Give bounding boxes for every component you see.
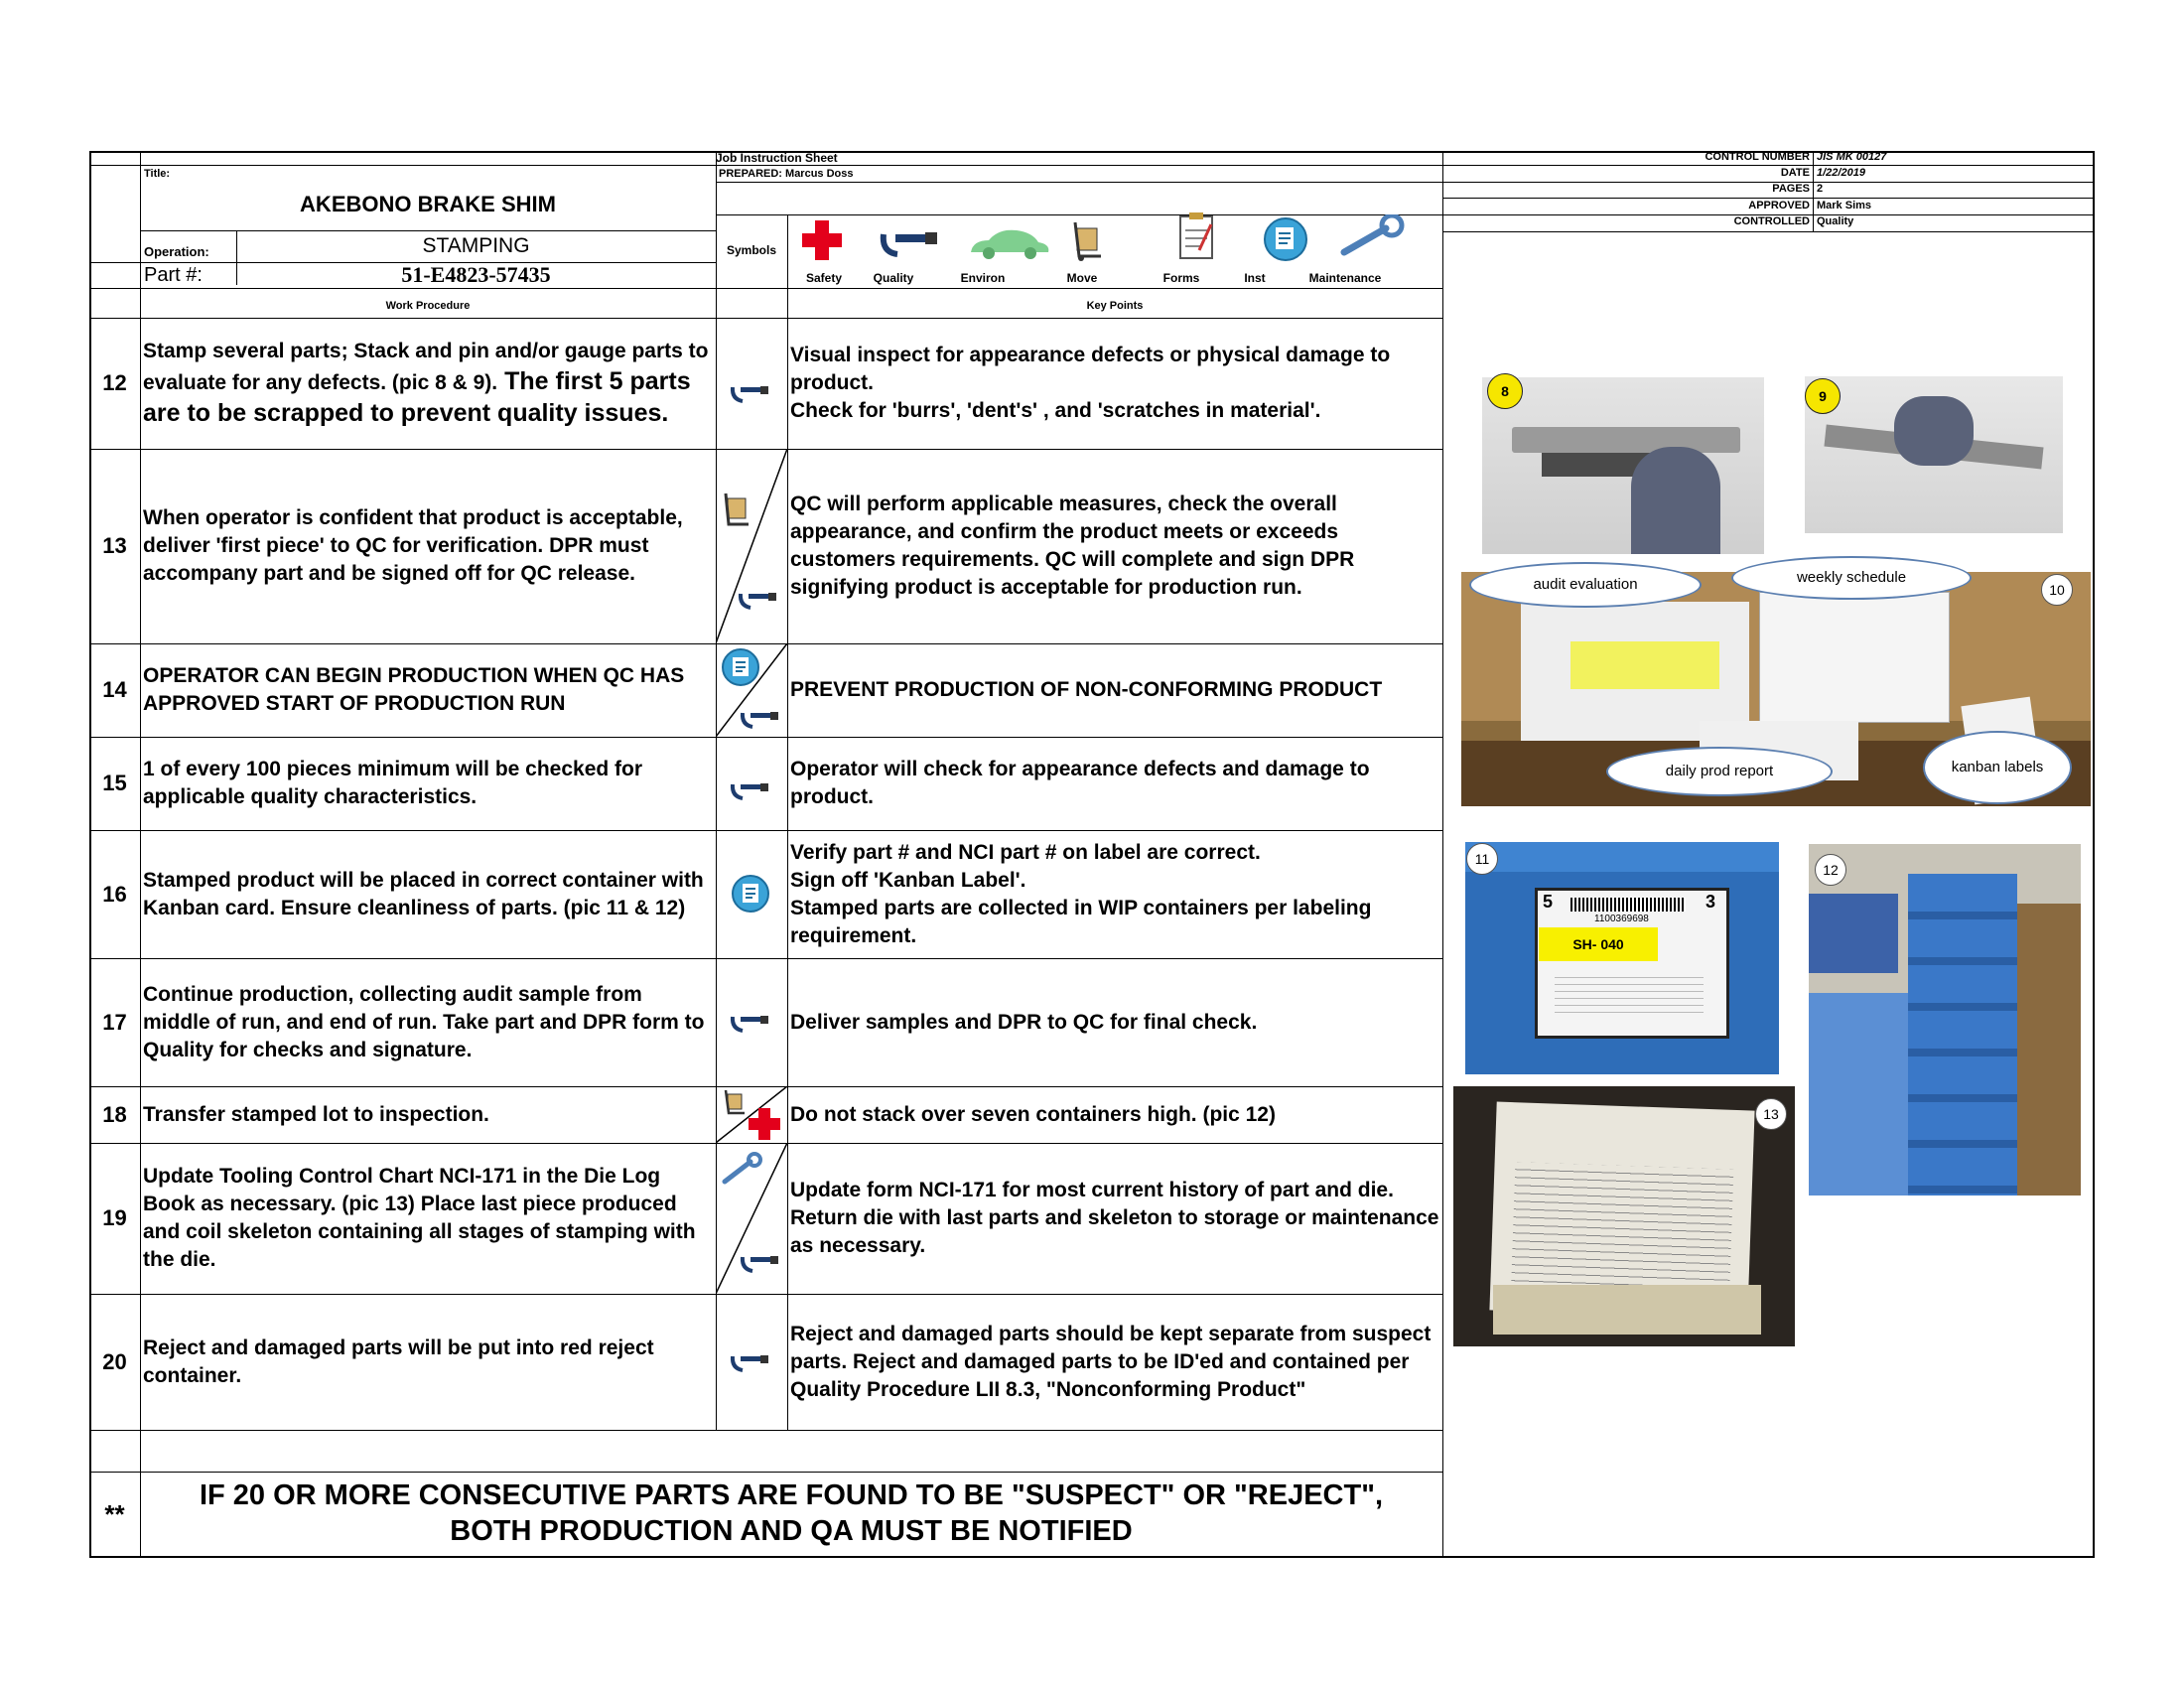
- operation-label: Operation:: [144, 244, 209, 259]
- pages-label: PAGES: [1772, 183, 1810, 195]
- symbol-split: [716, 449, 787, 643]
- title-label: Title:: [144, 168, 171, 180]
- callout-daily-prod-report: daily prod report: [1606, 747, 1833, 796]
- step-number: 18: [102, 1101, 127, 1127]
- micrometer-icon: [729, 1013, 772, 1035]
- micrometer-icon: [878, 226, 941, 260]
- product-title: AKEBONO BRAKE SHIM: [300, 192, 556, 216]
- step-procedure: Continue production, collecting audit sample from middle of run, and end of run. Take part and DPR form to Quality for checks and signature.: [143, 982, 705, 1061]
- controlled-value: Quality: [1817, 215, 1854, 227]
- symbol-label-forms: Forms: [1162, 271, 1200, 285]
- photo-number-badge: 8: [1487, 373, 1523, 409]
- step-number: 20: [102, 1348, 127, 1374]
- step-number: 14: [102, 677, 127, 702]
- micrometer-icon: [739, 709, 782, 731]
- label-barcode-number: 1100369698: [1594, 914, 1649, 924]
- step-key-points: Verify part # and NCI part # on label are correct. Sign off 'Kanban Label'. Stamped parts are collected in WIP containers per labeling requirement.: [790, 840, 1372, 947]
- symbol-label-quality: Quality: [873, 271, 914, 285]
- date-value: 1/22/2019: [1817, 167, 1865, 179]
- divider: [89, 1472, 1442, 1473]
- photo-die-log-book: [1453, 1086, 1795, 1346]
- approved-label: APPROVED: [1748, 200, 1810, 211]
- step-procedure: Stamp several parts; Stack and pin and/or gauge parts to evaluate for any defects. (pic 8 & 9). The first 5 parts are to be scrapped to prevent quality issues.: [143, 340, 709, 427]
- step-key-points: Operator will check for appearance defects and damage to product.: [790, 758, 1370, 808]
- safety-cross-icon: [747, 1106, 782, 1142]
- hand-truck-icon: [721, 1088, 749, 1118]
- control-number-value: JIS MK 00127: [1817, 151, 1887, 163]
- hand-truck-icon: [1067, 218, 1109, 262]
- controlled-label: CONTROLLED: [1733, 215, 1810, 227]
- step-key-points: Deliver samples and DPR to QC for final check.: [790, 1010, 1258, 1034]
- footer-warning: IF 20 OR MORE CONSECUTIVE PARTS ARE FOUND TO BE "SUSPECT" OR "REJECT", BOTH PRODUCTION AND QA MUST BE NOTIFIED: [199, 1479, 1384, 1547]
- divider: [89, 288, 1442, 289]
- step-number: 12: [102, 370, 127, 395]
- divider: [716, 214, 1442, 215]
- step-procedure: When operator is confident that product is acceptable, deliver 'first piece' to QC for verification. DPR must accompany part and be signed off for QC release.: [143, 506, 683, 585]
- divider: [1442, 231, 2095, 232]
- label-sh-code: SH- 040: [1539, 927, 1658, 961]
- micrometer-icon: [737, 590, 780, 612]
- wrench-icon: [721, 1152, 764, 1186]
- micrometer-icon: [729, 383, 772, 405]
- divider: [1442, 151, 1443, 1558]
- step-key-points: PREVENT PRODUCTION OF NON-CONFORMING PRODUCT: [790, 678, 1383, 701]
- wrench-icon: [1338, 214, 1408, 258]
- label-qty-right: 3: [1706, 892, 1716, 912]
- divider: [716, 182, 1442, 183]
- divider: [89, 165, 140, 166]
- callout-kanban-labels: kanban labels: [1923, 731, 2072, 804]
- step-number: 17: [102, 1009, 127, 1035]
- date-label: DATE: [1780, 167, 1810, 179]
- callout-audit-evaluation: audit evaluation: [1469, 562, 1702, 608]
- footer-marker: **: [104, 1499, 125, 1529]
- photo-number-badge: 13: [1755, 1098, 1787, 1130]
- photo-shim-gauge: [1805, 376, 2063, 533]
- part-label: Part #:: [144, 264, 203, 286]
- divider: [1442, 198, 2095, 199]
- divider: [140, 165, 1442, 166]
- step-key-points: Do not stack over seven containers high. (pic 12): [790, 1102, 1276, 1126]
- car-icon: [967, 226, 1052, 262]
- safety-cross-icon: [800, 218, 844, 262]
- divider: [1442, 165, 2095, 166]
- step-key-points: Update form NCI-171 for most current history of part and die. Return die with last parts and skeleton to storage or maintenance as necessary.: [790, 1179, 1439, 1257]
- instruction-icon: [731, 874, 770, 914]
- divider: [140, 230, 716, 231]
- callout-weekly-schedule: weekly schedule: [1731, 556, 1972, 600]
- clipboard-icon: [1177, 211, 1217, 260]
- symbol-label-inst: Inst: [1244, 271, 1266, 285]
- divider: [1813, 151, 1814, 231]
- step-key-points: Reject and damaged parts should be kept separate from suspect parts. Reject and damaged parts to be ID'ed and contained per Quality Procedure LII 8.3, "Nonconforming Product": [790, 1322, 1432, 1401]
- step-number: 19: [102, 1205, 127, 1230]
- control-number-label: CONTROL NUMBER: [1705, 151, 1810, 163]
- step-procedure: 1 of every 100 pieces minimum will be checked for applicable quality characteristics.: [143, 758, 643, 808]
- sheet-title: Job Instruction Sheet: [716, 151, 838, 165]
- micrometer-icon: [739, 1253, 782, 1275]
- step-procedure: Reject and damaged parts will be put into red reject container.: [143, 1336, 654, 1387]
- operation-value: STAMPING: [422, 234, 530, 257]
- instruction-icon: [1263, 216, 1308, 262]
- photo-container-label: [1465, 842, 1779, 1074]
- micrometer-icon: [729, 1352, 772, 1374]
- step-key-points: QC will perform applicable measures, check the overall appearance, and confirm the product meets or exceeds customers requirements. QC will complete and sign DPR signifying product is acceptable for production run.: [790, 492, 1355, 599]
- photo-number-badge: 12: [1815, 854, 1846, 886]
- symbols-label: Symbols: [726, 243, 776, 257]
- label-qty-left: 5: [1543, 892, 1554, 912]
- work-procedure-header: Work Procedure: [385, 300, 471, 312]
- pages-value: 2: [1817, 183, 1824, 195]
- key-points-header: Key Points: [1086, 300, 1144, 312]
- photo-stacked-containers: [1809, 844, 2081, 1196]
- symbol-label-maintenance: Maintenance: [1308, 271, 1382, 285]
- step-number: 15: [102, 771, 127, 795]
- step-procedure: Update Tooling Control Chart NCI-171 in the Die Log Book as necessary. (pic 13) Place last piece produced and coil skeleton containing all stages of stamping with the die.: [143, 1165, 696, 1271]
- step-key-points: Visual inspect for appearance defects or physical damage to product. Check for 'burrs', 'dent's' , and 'scratches in material'.: [790, 344, 1391, 422]
- step-procedure: OPERATOR CAN BEGIN PRODUCTION WHEN QC HAS APPROVED START OF PRODUCTION RUN: [143, 664, 685, 715]
- photo-number-badge: 10: [2041, 574, 2073, 606]
- photo-shim-stack: [1482, 377, 1764, 554]
- photo-number-badge: 9: [1805, 378, 1841, 414]
- symbol-label-environ: Environ: [960, 271, 1006, 285]
- hand-truck-icon: [719, 491, 754, 534]
- prepared-by: PREPARED: Marcus Doss: [719, 168, 854, 180]
- approved-value: Mark Sims: [1817, 200, 1872, 211]
- micrometer-icon: [729, 780, 772, 802]
- step-number: 13: [102, 533, 127, 558]
- step-procedure: Stamped product will be placed in correct container with Kanban card. Ensure cleanliness of parts. (pic 11 & 12): [143, 868, 704, 919]
- instruction-icon: [721, 647, 760, 687]
- symbol-label-safety: Safety: [805, 271, 843, 285]
- photo-number-badge: 11: [1466, 843, 1498, 875]
- step-number: 16: [102, 881, 127, 907]
- part-number: 51-E4823-57435: [401, 262, 551, 287]
- symbol-label-move: Move: [1066, 271, 1098, 285]
- divider: [89, 1430, 1442, 1431]
- step-procedure: Transfer stamped lot to inspection.: [143, 1102, 489, 1126]
